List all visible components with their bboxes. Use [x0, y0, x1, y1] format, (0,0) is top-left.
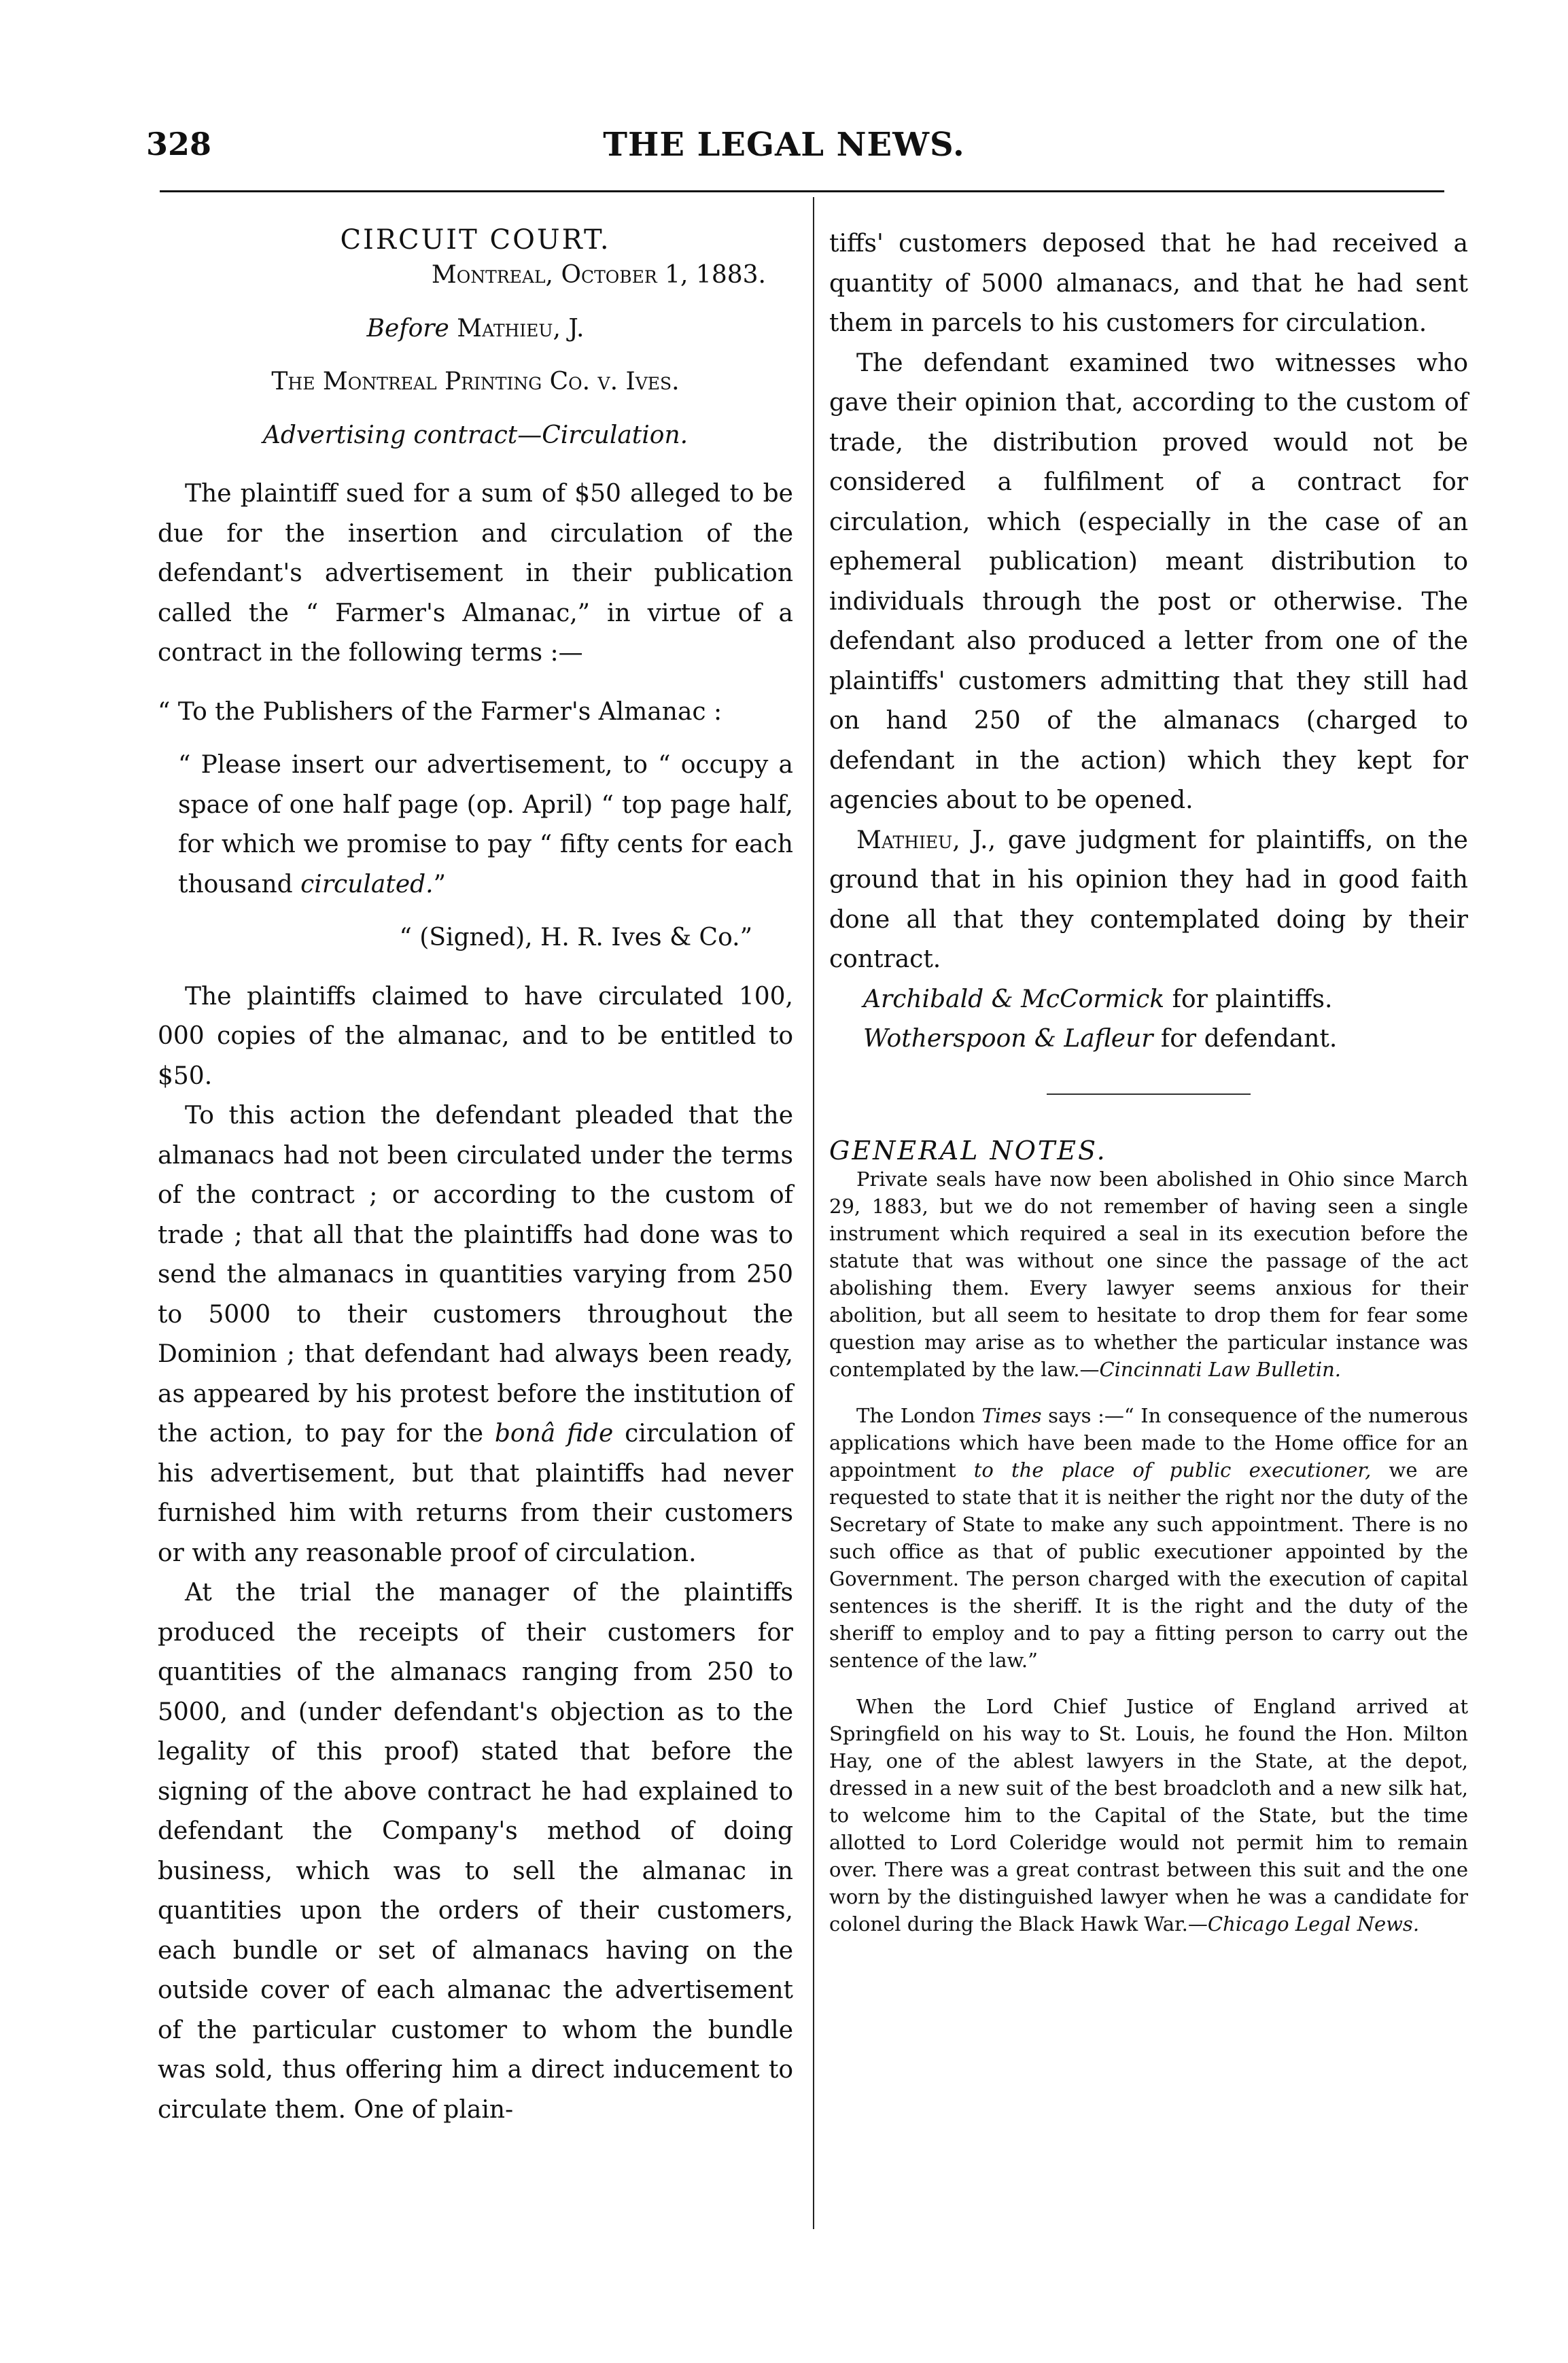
paragraph-trial: At the trial the manager of the plaintiffs produced the receipts of their customers for quantities of the almanacs ranging from 250 to 5000, and (under defendant's objection as to the legality of this proof) stated that before the signing of the above contract he had explained to defendant the Company's method of doing business, which was to sell the almanac in quantities upon the orders of their customers, each bundle or set of almanacs having on the outside cover of each almanac the advertisement of the particular customer to whom the bundle was sold, thus offering him a direct inducement to circulate them. One of plain- — [158, 1579, 793, 2124]
paragraph-continuation: tiffs' customers deposed that he had received a quantity of 5000 almanacs, and that he had sent them in parcels to his customers for circulation. — [829, 230, 1468, 337]
quote-intro: “ To the Publishers of the Farmer's Almanac : — [158, 697, 722, 726]
case-subject: Advertising contract—Circulation. — [262, 421, 689, 449]
judge-line — [158, 309, 793, 349]
counsel-plaintiffs — [829, 980, 1468, 1020]
counsel-defendant-role: for defendant. — [1160, 1025, 1338, 1053]
column-rule — [813, 197, 814, 2229]
general-notes-heading: GENERAL NOTES. — [829, 1135, 1107, 1166]
note-exec-a: The London — [856, 1403, 975, 1427]
note-exec-c: we are requested to state that it is neither the right nor the duty of the Secretary of State to make any such appointment. There is no such office as that of public executioner appointed by the Government. The person charged with the execution of capital sentences is the sheriff. It is the right and the duty of the sheriff to employ and to pay a fitting person to carry out the sentence of the law.” — [829, 1458, 1469, 1672]
note-exec-times: Times — [981, 1403, 1042, 1427]
judgment-text: gave judgment for plaintiffs, on the ground that in his opinion they had in good faith done all that they contemplated doing by their contract. — [829, 826, 1468, 973]
counsel-defendant-names: Wotherspoon & Lafleur — [863, 1025, 1153, 1053]
case-title: The Montreal Printing Co. v. Ives. — [271, 368, 680, 396]
running-title: THE LEGAL NEWS. — [603, 126, 965, 164]
judgment-judge: Mathieu, J., — [856, 826, 996, 854]
court-heading: CIRCUIT COURT. — [340, 224, 611, 256]
date-line: Montreal, October 1, 1883. — [431, 261, 766, 289]
plea-italic: bonâ fide — [494, 1420, 614, 1448]
counsel-plaintiffs-role: for plaintiffs. — [1172, 985, 1333, 1013]
plea-text-b: circulation of his advertisement, but that plaintiffs had never furnished him with returns from their customers or with any reasonable proof of circulation. — [158, 1420, 794, 1567]
quote-end: ” — [433, 870, 447, 898]
note-exec-b: says :—“ In consequence of the numerous applications which have been made to the Home office for an appointment — [829, 1403, 1469, 1482]
signature-line: “ (Signed), H. R. Ives & Co.” — [399, 924, 752, 951]
section-divider — [1047, 1093, 1251, 1095]
paragraph-judgment — [829, 821, 1468, 980]
paragraph-witnesses: The defendant examined two witnesses who gave their opinion that, according to the custom of trade, the distribution proved would not be considered a fulfilment of a contract for circulation, which (especially in the case of an ephemeral publication) meant distribution to individuals through the post or otherwise. The defendant also produced a letter from one of the plaintiffs' customers admitting that they still had on hand 250 of the almanacs (charged to defendant in the action) which they kept for agencies about to be opened. — [829, 349, 1468, 814]
header-rule — [160, 190, 1444, 192]
contract-quote — [158, 746, 793, 905]
quote-emphasis: circulated. — [300, 870, 434, 898]
plea-text-a: To this action the defendant pleaded that the almanacs had not been circulated under the terms of the contract ; or according to the custom of trade ; that all that the plaintiffs had done was to send the almanacs in quantities varying from 250 to 5000 to their customers throughout the Dominion ; that defendant had always been ready, as appeared by his protest before the institution of the action, to pay for the — [158, 1102, 793, 1448]
paragraph-claim: The plaintiff sued for a sum of $50 alleged to be due for the insertion and circulation of the defendant's advertisement in their publication called the “ Farmer's Almanac,” in virtue of a contract in the following terms :— — [158, 480, 793, 667]
paragraph-circulation-claim: The plaintiffs claimed to have circulated 100, 000 copies of the almanac, and to be entitled to $50. — [158, 982, 793, 1090]
note-coleridge — [829, 1693, 1468, 1938]
judge-prefix: Before — [366, 314, 449, 343]
note-coleridge-text: When the Lord Chief Justice of England arrived at Springfield on his way to St. Louis, he found the Hon. Milton Hay, one of the ablest lawyers in the State, at the depot, dressed in a new suit of the best broadcloth and a new silk hat, to welcome him to the Capital of the State, but the time allotted to Lord Coleridge would not permit him to remain over. There was a great contrast between this suit and the one worn by the distinguished lawyer when he was a candidate for colonel during the Black Hawk War.— — [829, 1694, 1468, 1936]
judge-name: Mathieu, J. — [457, 314, 585, 343]
note-exec-italic: to the place of public executioner, — [973, 1458, 1372, 1482]
note-ohio-seals — [829, 1166, 1468, 1383]
left-column — [158, 224, 793, 2130]
note-coleridge-source: Chicago Legal News. — [1207, 1912, 1420, 1936]
right-column — [829, 224, 1468, 1938]
note-ohio-text: Private seals have now been abolished in Ohio since March 29, 1883, but we do not remember of having seen a single instrument which required a seal in its execution before the statute that was without one since the passage of the act abolishing them. Every lawyer seems anxious for their abolition, but all seem to hesitate to drop them for fear some question may arise as to whether the particular instance was contemplated by the law.— — [829, 1167, 1468, 1381]
paragraph-plea — [158, 1096, 793, 1573]
page-number: 328 — [146, 126, 212, 162]
counsel-plaintiffs-names: Archibald & McCormick — [863, 985, 1165, 1013]
counsel-defendant — [829, 1019, 1468, 1060]
quote-body: “ Please insert our advertisement, to “ occupy a space of one half page (op. April) “ top page half, for which we promise to pay “ fifty cents for each thousand — [178, 751, 793, 898]
note-ohio-source: Cincinnati Law Bulletin. — [1099, 1357, 1342, 1381]
note-executioner — [829, 1402, 1468, 1674]
